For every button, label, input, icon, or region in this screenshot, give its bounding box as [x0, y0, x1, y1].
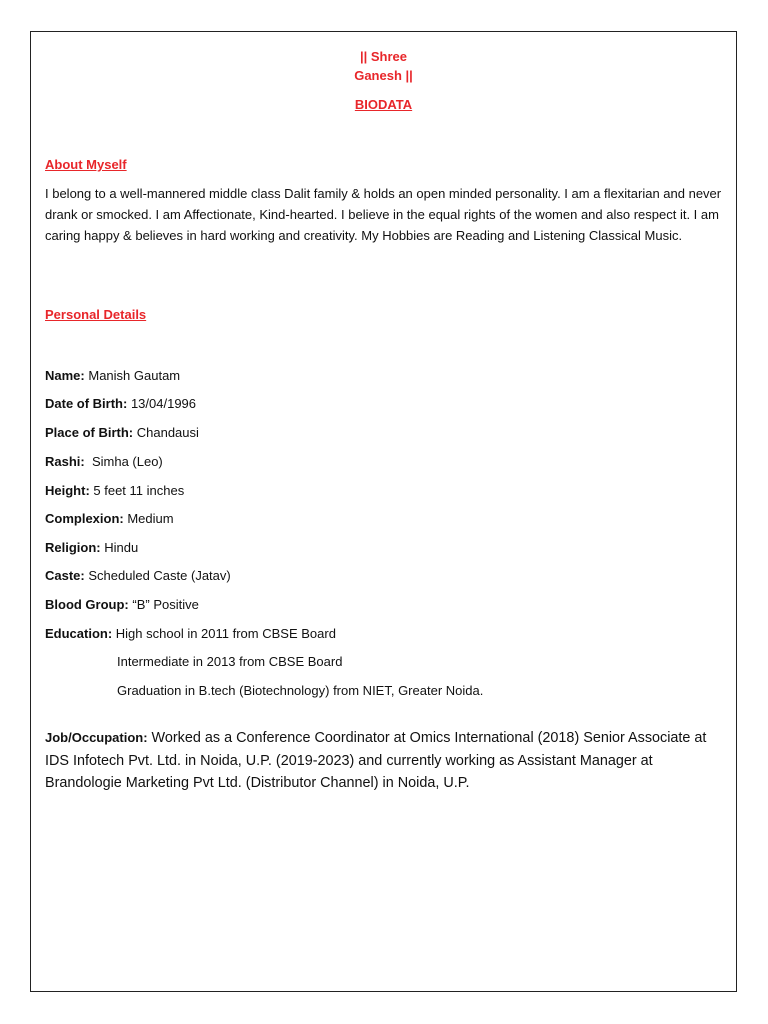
- detail-value: 5 feet 11 inches: [89, 483, 185, 498]
- detail-label: Rashi:: [45, 454, 85, 469]
- detail-label: Date of Birth:: [45, 396, 128, 411]
- job-label: Job/Occupation:: [45, 730, 148, 745]
- detail-value: Medium: [123, 511, 174, 526]
- job-occupation: [45, 727, 729, 795]
- detail-complexion: [45, 511, 174, 527]
- detail-caste: [45, 568, 231, 584]
- education-line-1: High school in 2011 from CBSE Board: [112, 626, 336, 641]
- detail-label: Religion:: [45, 540, 101, 555]
- invocation-line-1: || Shree: [359, 49, 408, 64]
- detail-value: 13/04/1996: [127, 396, 197, 411]
- detail-value: Manish Gautam: [84, 368, 181, 383]
- detail-label: Education:: [45, 626, 113, 641]
- detail-label: Complexion:: [45, 511, 124, 526]
- detail-label: Height:: [45, 483, 90, 498]
- detail-value: Chandausi: [133, 425, 199, 440]
- education-line-3: Graduation in B.tech (Biotechnology) from NIET, Greater Noida.: [117, 683, 484, 698]
- education-line-2: Intermediate in 2013 from CBSE Board: [117, 654, 343, 669]
- job-value: Worked as a Conference Coordinator at Omics International (2018) Senior Associate at IDS Infotech Pvt. Ltd. in Noida, U.P. (2019-2023) and currently working as Assistant Manager at Brandologie Marketing Pvt Ltd. (Distributor Channel) in Noida, U.P.: [45, 730, 707, 791]
- detail-value: Scheduled Caste (Jatav): [84, 568, 231, 583]
- invocation-line-2: Ganesh ||: [354, 68, 413, 83]
- detail-blood-group: [45, 597, 199, 613]
- detail-value: Simha (Leo): [84, 454, 163, 469]
- detail-label: Name:: [45, 368, 85, 383]
- document-title: BIODATA: [354, 97, 413, 112]
- detail-education: [45, 626, 336, 642]
- biodata-page: [30, 31, 737, 992]
- detail-date-of-birth: [45, 396, 196, 412]
- detail-height: [45, 483, 184, 499]
- about-heading: About Myself: [45, 157, 127, 172]
- detail-name: [45, 368, 180, 384]
- detail-value: “B” Positive: [128, 597, 199, 612]
- detail-label: Caste:: [45, 568, 85, 583]
- detail-rashi: [45, 454, 163, 470]
- detail-value: Hindu: [100, 540, 139, 555]
- detail-religion: [45, 540, 138, 556]
- about-paragraph: I belong to a well-mannered middle class Dalit family & holds an open minded personality. I am a flexitarian and never drank or smocked. I am Affectionate, Kind-hearted. I believe in the equal rights of the women and also respect it. I am caring happy & believes in hard working and creativity. My Hobbies are Reading and Listening Classical Music.: [45, 186, 722, 243]
- detail-label: Place of Birth:: [45, 425, 134, 440]
- detail-place-of-birth: [45, 425, 199, 441]
- detail-label: Blood Group:: [45, 597, 129, 612]
- personal-details-heading: Personal Details: [45, 307, 147, 322]
